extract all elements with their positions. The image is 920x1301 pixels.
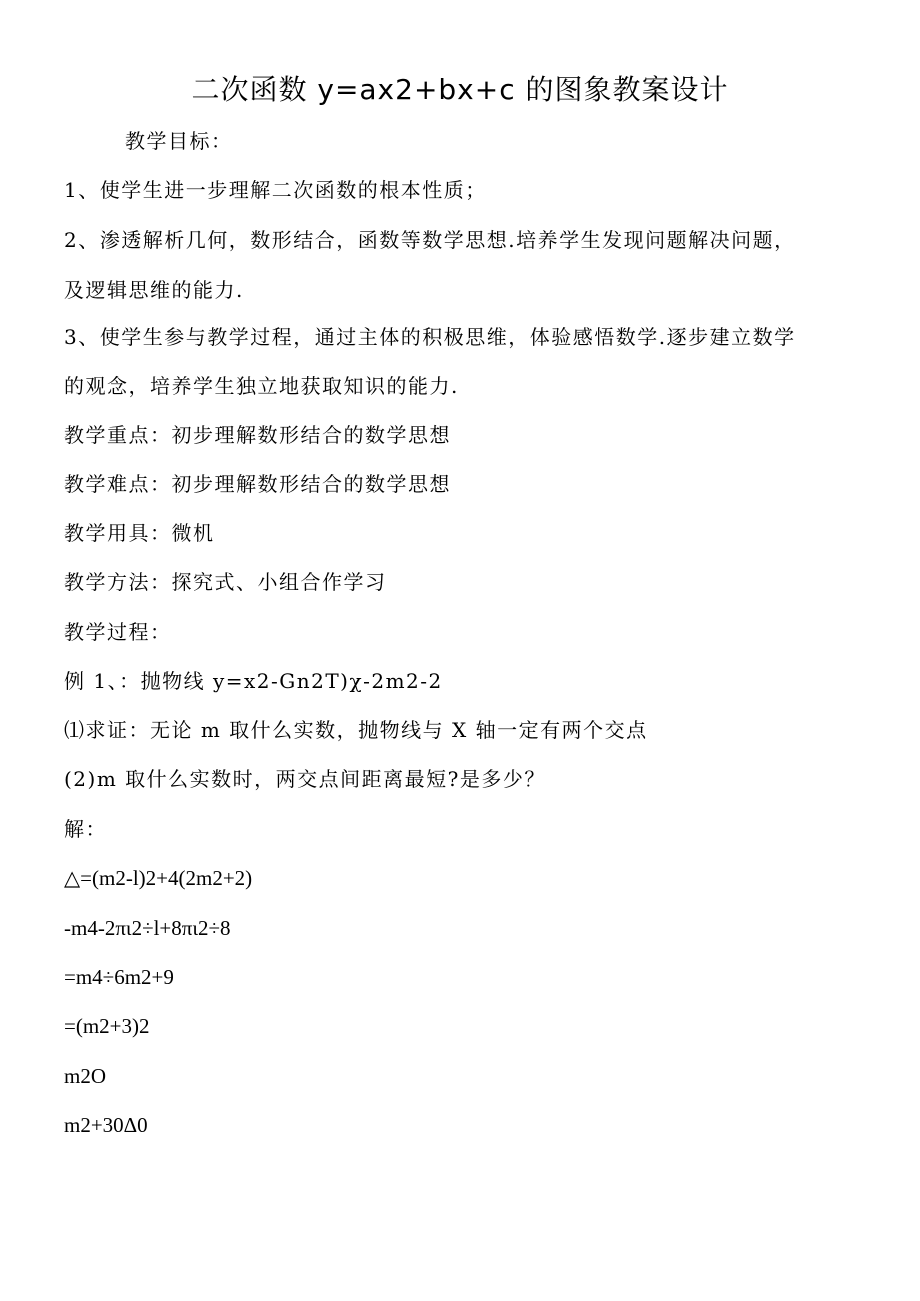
question-2: (2)m 取什么实数时，两交点间距离最短?是多少？ (64, 767, 546, 791)
difficulty: 教学难点：初步理解数形结合的数学思想 (64, 472, 451, 496)
solution-label: 解： (64, 817, 107, 841)
math-step-1: △=(m2-l)2+4(2m2+2) (64, 866, 253, 890)
teaching-tools: 教学用具：微机 (64, 521, 215, 545)
goal-3-line-1: 3、使学生参与教学过程，通过主体的积极思维，体验感悟数学.逐步建立数学 (64, 325, 796, 349)
document-title: 二次函数 y=ax2+bx+c 的图象教案设计 (191, 73, 729, 106)
goal-2-line-1: 2、渗透解析几何，数形结合，函数等数学思想.培养学生发现问题解决问题， (64, 228, 796, 252)
key-point: 教学重点：初步理解数形结合的数学思想 (64, 423, 451, 447)
process-heading: 教学过程： (64, 620, 172, 644)
math-step-2: -m4-2πι2÷l+8πι2÷8 (64, 916, 231, 940)
goals-heading: 教学目标： (125, 129, 233, 153)
goal-3-line-2: 的观念，培养学生独立地获取知识的能力. (64, 374, 459, 398)
goal-1: 1、使学生进一步理解二次函数的根本性质； (64, 178, 487, 202)
math-step-6: m2+30Δ0 (64, 1113, 148, 1137)
question-1: ⑴求证：无论 m 取什么实数，抛物线与 X 轴一定有两个交点 (64, 718, 648, 742)
math-step-5: m2O (64, 1064, 106, 1088)
teaching-method: 教学方法：探究式、小组合作学习 (64, 570, 387, 594)
math-step-3: =m4÷6m2+9 (64, 965, 174, 989)
goal-2-line-2: 及逻辑思维的能力. (64, 278, 244, 302)
math-step-4: =(m2+3)2 (64, 1014, 150, 1038)
example-1: 例 1、：抛物线 y=x2-Gn2T)χ-2m2-2 (64, 669, 443, 693)
